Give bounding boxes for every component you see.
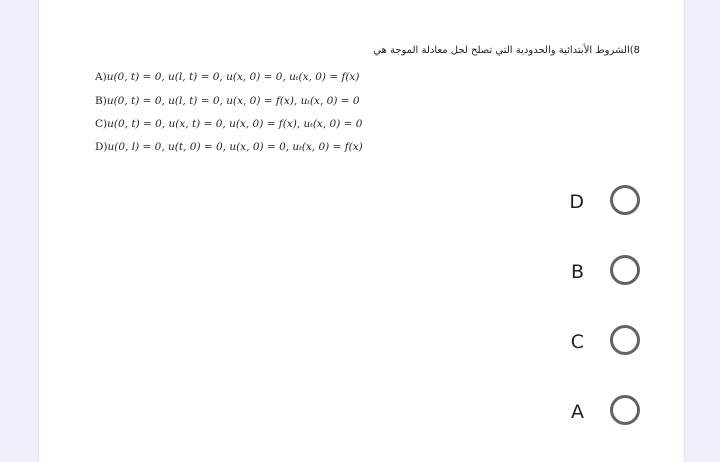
option-c[interactable] <box>512 323 642 363</box>
equation-letter: C) <box>95 118 108 130</box>
equation-expression: u(0, t) = 0, u(l, t) = 0, u(x, 0) = f(x), uₜ(x, 0) = 0 <box>106 95 360 107</box>
option-b[interactable] <box>512 253 642 293</box>
equation-expression: u(0, l) = 0, u(t, 0) = 0, u(x, 0) = 0, uₜ(x, 0) = f(x) <box>107 141 363 153</box>
equation-c <box>95 118 362 130</box>
equation-b <box>95 95 360 107</box>
radio-button[interactable] <box>610 255 640 285</box>
question-text: 8)الشروط الأبتدائية والحدودية التي تصلح لحل معادلة الموجة هي <box>373 45 640 56</box>
option-a[interactable] <box>512 393 642 433</box>
equation-d <box>95 141 363 153</box>
equation-letter: D) <box>95 141 108 153</box>
option-label: B <box>570 261 584 283</box>
option-d[interactable] <box>512 183 642 223</box>
equation-expression: u(0, t) = 0, u(l, t) = 0, u(x, 0) = 0, uₜ(x, 0) = f(x) <box>106 71 360 83</box>
equation-letter: A) <box>95 71 107 83</box>
question-card <box>38 0 685 462</box>
radio-button[interactable] <box>610 325 640 355</box>
radio-button[interactable] <box>610 185 640 215</box>
option-label: D <box>569 191 584 213</box>
equation-expression: u(0, t) = 0, u(x, t) = 0, u(x, 0) = f(x), uₜ(x, 0) = 0 <box>107 118 363 130</box>
option-label: C <box>570 331 584 353</box>
radio-button[interactable] <box>610 395 640 425</box>
equation-a <box>95 71 359 83</box>
option-label: A <box>571 401 584 423</box>
equation-letter: B) <box>95 95 107 107</box>
